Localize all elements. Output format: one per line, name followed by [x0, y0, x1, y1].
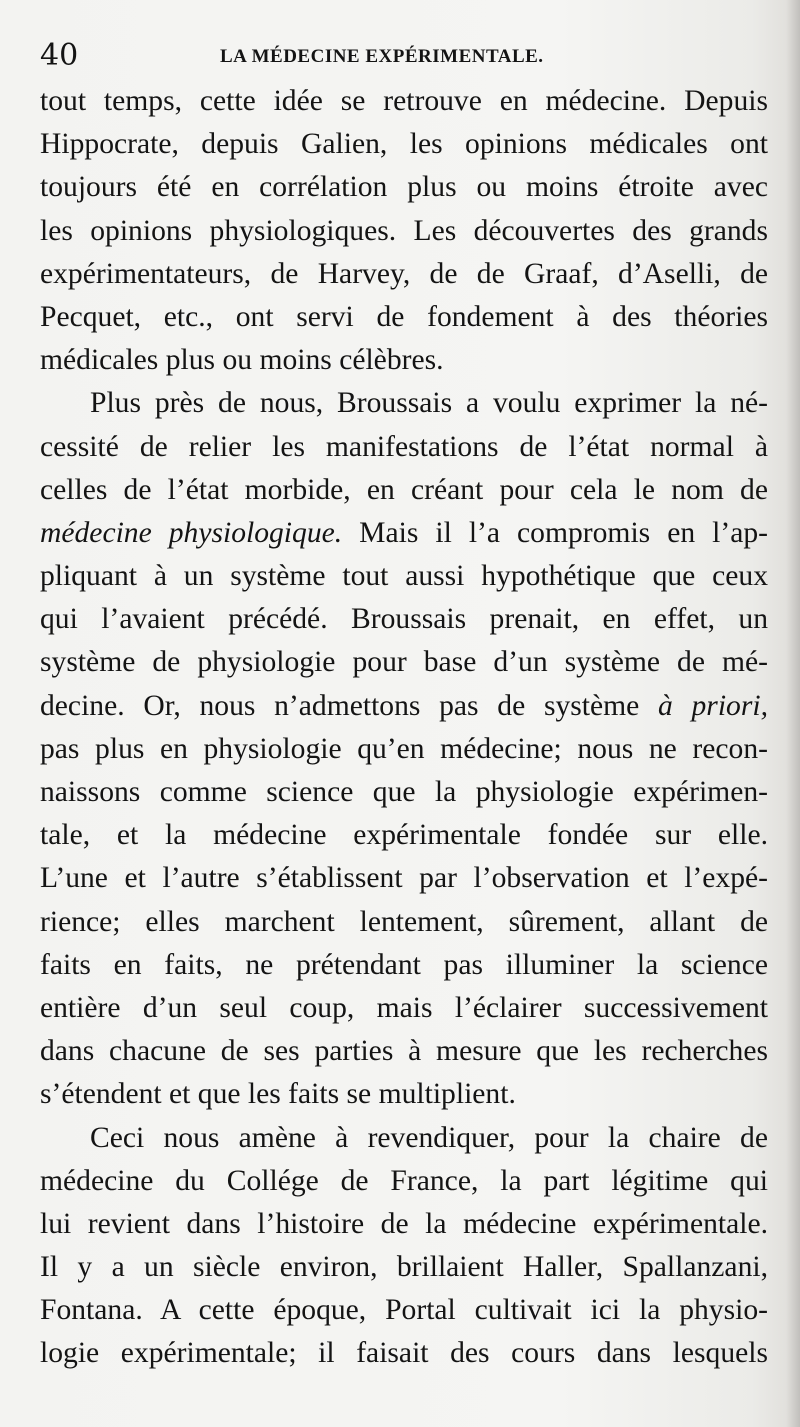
text-line: expérimentateurs, de Harvey, de de Graaf, d’Aselli, de: [40, 257, 768, 290]
text-line: Pecquet, etc., ont servi de fondement à des théories: [40, 300, 768, 333]
text-run: decine. Or, nous n’admettons pas de système: [40, 689, 658, 722]
paragraph-3: [40, 1117, 768, 1376]
text-line: tout temps, cette idée se retrouve en médecine. Depuis: [40, 85, 768, 117]
page-edge-shadow: [786, 0, 800, 1427]
text-line: s’étendent et que les faits se multiplient.: [40, 1078, 516, 1111]
text-line-with-italic: [40, 512, 768, 555]
text-line: Plus près de nous, Broussais a voulu exprimer la né-: [90, 387, 768, 420]
body-text: [40, 80, 768, 1376]
running-title: LA MÉDECINE EXPÉRIMENTALE.: [220, 46, 544, 67]
text-line: pas plus en physiologie qu’en médecine; nous ne recon-: [40, 732, 768, 765]
italic-term: à priori,: [658, 689, 768, 722]
text-line: toujours été en corrélation plus ou moins étroite avec: [40, 171, 768, 204]
text-line: rience; elles marchent lentement, sûrement, allant de: [40, 905, 768, 938]
text-line: tale, et la médecine expérimentale fondée sur elle.: [40, 819, 768, 852]
text-run: Mais il l’a compromis en l’ap-: [342, 516, 768, 549]
paragraph-2: [40, 382, 768, 1116]
page-header: [36, 36, 760, 76]
text-line: cessité de relier les manifestations de l’état normal à: [40, 430, 768, 463]
text-line: L’une et l’autre s’établissent par l’observation et l’expé-: [40, 862, 768, 895]
text-line: pliquant à un système tout aussi hypothétique que ceux: [40, 560, 768, 593]
text-line: qui l’avaient précédé. Broussais prenait, en effet, un: [40, 603, 768, 636]
text-line: logie expérimentale; il faisait des cours dans lesquels: [40, 1337, 768, 1370]
text-line: entière d’un seul coup, mais l’éclairer successivement: [40, 991, 768, 1024]
text-line: les opinions physiologiques. Les découvertes des grands: [40, 214, 768, 247]
text-line: Ceci nous amène à revendiquer, pour la chaire de: [90, 1121, 768, 1154]
text-line: dans chacune de ses parties à mesure que les recherches: [40, 1035, 768, 1068]
text-line: système de physiologie pour base d’un système de mé-: [40, 646, 768, 679]
text-line-with-italic: [40, 685, 768, 728]
text-line: médicales plus ou moins célèbres.: [40, 344, 444, 377]
text-line: médecine du Collége de France, la part légitime qui: [40, 1164, 768, 1197]
text-line: Hippocrate, depuis Galien, les opinions médicales ont: [40, 128, 768, 161]
italic-term: médecine physiologique.: [40, 516, 343, 549]
paragraph-1: [40, 80, 768, 382]
text-line: naissons comme science que la physiologie expérimen-: [40, 776, 768, 808]
text-line: celles de l’état morbide, en créant pour cela le nom de: [40, 473, 768, 506]
page-number: 40: [40, 38, 79, 73]
text-line: Fontana. A cette époque, Portal cultivait ici la physio-: [40, 1294, 768, 1327]
text-line: faits en faits, ne prétendant pas illuminer la science: [40, 948, 768, 981]
text-line: lui revient dans l’histoire de la médecine expérimentale.: [40, 1207, 768, 1240]
text-line: Il y a un siècle environ, brillaient Haller, Spallanzani,: [40, 1251, 768, 1284]
